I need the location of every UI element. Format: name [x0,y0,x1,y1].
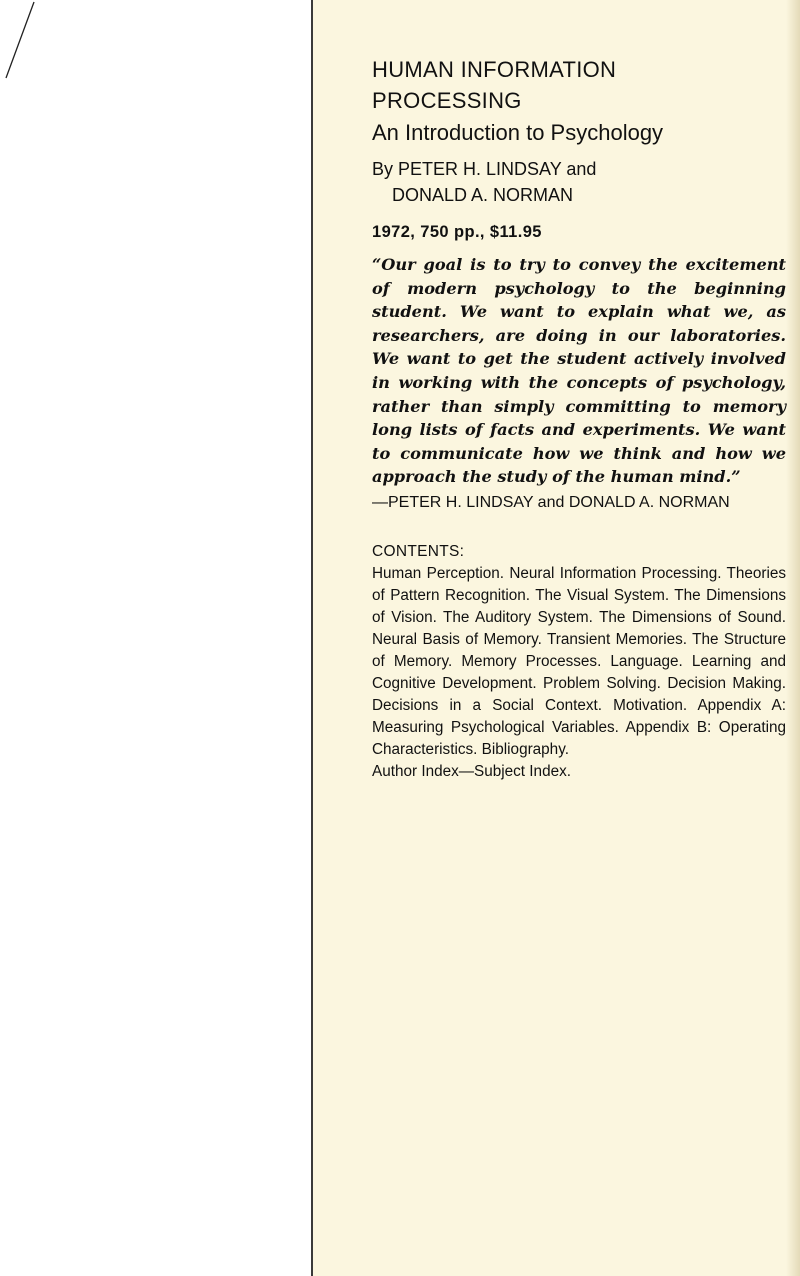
publication-info: 1972, 750 pp., $11.95 [372,223,542,241]
book-subtitle: An Introduction to Psychology [372,120,664,145]
book-authors-line-1: By PETER H. LINDSAY and [372,159,597,179]
book-listing [372,54,786,783]
author-quote: “Our goal is to try to convey the excitement of modern psychology to the beginning student. We want to explain what we, as researchers, are doing in our laboratories. We want to get the student actively involved in working with the concepts of psychology, rather than simply committing to memory long lists of facts and experiments. We want to communicate how we think and how we approach the study of the human mind.” [372,255,786,487]
book-title: HUMAN INFORMATION PROCESSING [372,57,617,113]
left-page-margin [0,0,312,1276]
contents-index-line: Author Index—Subject Index. [372,762,571,780]
contents-list: Human Perception. Neural Information Processing. Theories of Pattern Recognition. The Visual System. The Dimensions of Vision. The Auditory System. The Dimensions of Sound. Neural Basis of Memory. Transient Memories. The Structure of Memory. Memory Processes. Language. Learning and Cognitive Development. Problem Solving. Decision Making. Decisions in a Social Context. Motivation. Appendix A: Measuring Psychological Variables. Appendix B: Operating Characteristics. Bibliography. [372,564,786,758]
book-authors-line-2: DONALD A. NORMAN [392,185,574,205]
page-edge-shadow [786,0,800,1276]
slash-mark-icon [0,0,40,80]
quote-attribution: —PETER H. LINDSAY and DONALD A. NORMAN [372,493,730,511]
contents-heading: CONTENTS: [372,542,465,560]
